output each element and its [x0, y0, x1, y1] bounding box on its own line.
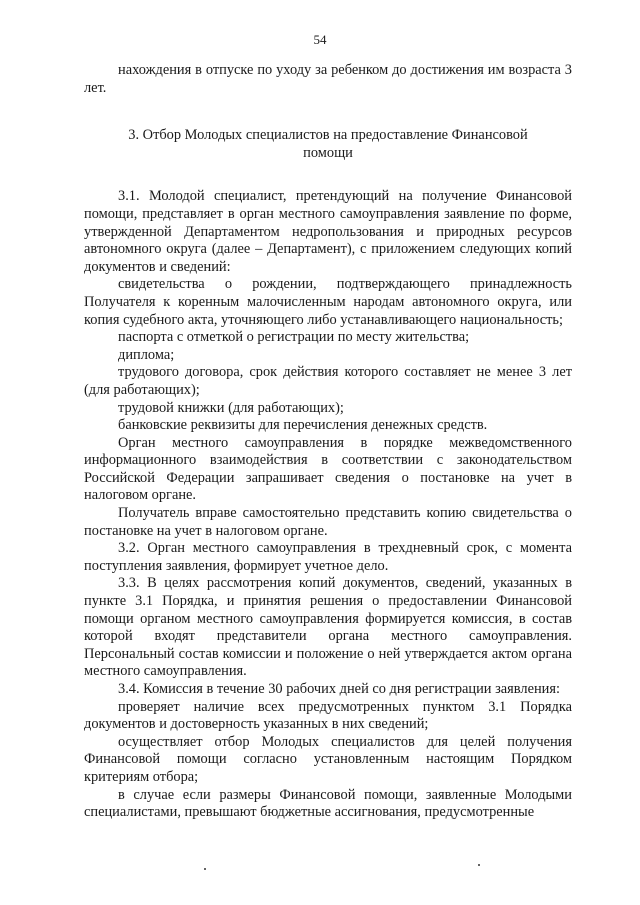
list-item-budget-exceeded: в случае если размеры Финансовой помощи, заявленные Молодыми специалистами, превышают бюджетные ассигнования, предусмотренные [84, 786, 572, 821]
paragraph-3-3: 3.3. В целях рассмотрения копий документов, сведений, указанных в пункте 3.1 Порядка, и принятия решения о предоставлении Финансовой помощи органом местного самоуправления формируется комиссия, в состав которой входят представители органа местного самоуправления. Персональный состав комиссии и положение о ней утверждается актом органа местного самоуправления. [84, 575, 572, 680]
list-item-work-book: трудовой книжки (для работающих); [118, 399, 344, 416]
page-number: 54 [313, 32, 327, 47]
scan-speck [204, 868, 206, 870]
list-item-diploma: диплома; [118, 346, 175, 363]
section-title: 3. Отбор Молодых специалистов на предоставление Финансовой помощи [128, 127, 528, 161]
list-item-employment-contract: трудового договора, срок действия которого составляет не менее 3 лет (для работающих); [84, 364, 572, 398]
paragraph-3-1: 3.1. Молодой специалист, претендующий на получение Финансовой помощи, представляет в орган местного самоуправления заявление по форме, утвержденной Департаментом недропользования и природных ресурсов автономного округа (далее – Департамент), с приложением следующих копий документов и сведений: [84, 188, 572, 275]
paragraph-continuation: нахождения в отпуске по уходу за ребенком до достижения им возраста 3 лет. [84, 62, 572, 96]
list-item-birth-certificate: свидетельства о рождении, подтверждающего принадлежность Получателя к коренным малочисленным народам автономного округа, или копия судебного акта, уточняющего либо устанавливающего национальность; [84, 276, 572, 328]
document-body [84, 62, 572, 822]
list-item-check-documents: проверяет наличие всех предусмотренных пунктом 3.1 Порядка документов и достоверность указанных в них сведений; [84, 698, 572, 733]
list-item-bank-details: банковские реквизиты для перечисления денежных средств. [118, 417, 488, 434]
list-item-passport: паспорта с отметкой о регистрации по месту жительства; [118, 329, 470, 346]
paragraph-3-4: 3.4. Комиссия в течение 30 рабочих дней со дня регистрации заявления: [118, 681, 560, 697]
paragraph-3-2: 3.2. Орган местного самоуправления в трехдневный срок, с момента поступления заявления, формирует учетное дело. [84, 540, 572, 574]
paragraph-recipient-right: Получатель вправе самостоятельно представить копию свидетельства о постановке на учет в налоговом органе. [84, 505, 572, 539]
paragraph-interagency-request: Орган местного самоуправления в порядке межведомственного информационного взаимодействия в соответствии с законодательством Российской Федерации запрашивает сведения о постановке на учет в налоговом органе. [84, 434, 572, 504]
scan-speck [478, 864, 480, 866]
list-item-selection: осуществляет отбор Молодых специалистов для целей получения Финансовой помощи согласно установленным настоящим Порядком критериям отбора; [84, 733, 572, 785]
